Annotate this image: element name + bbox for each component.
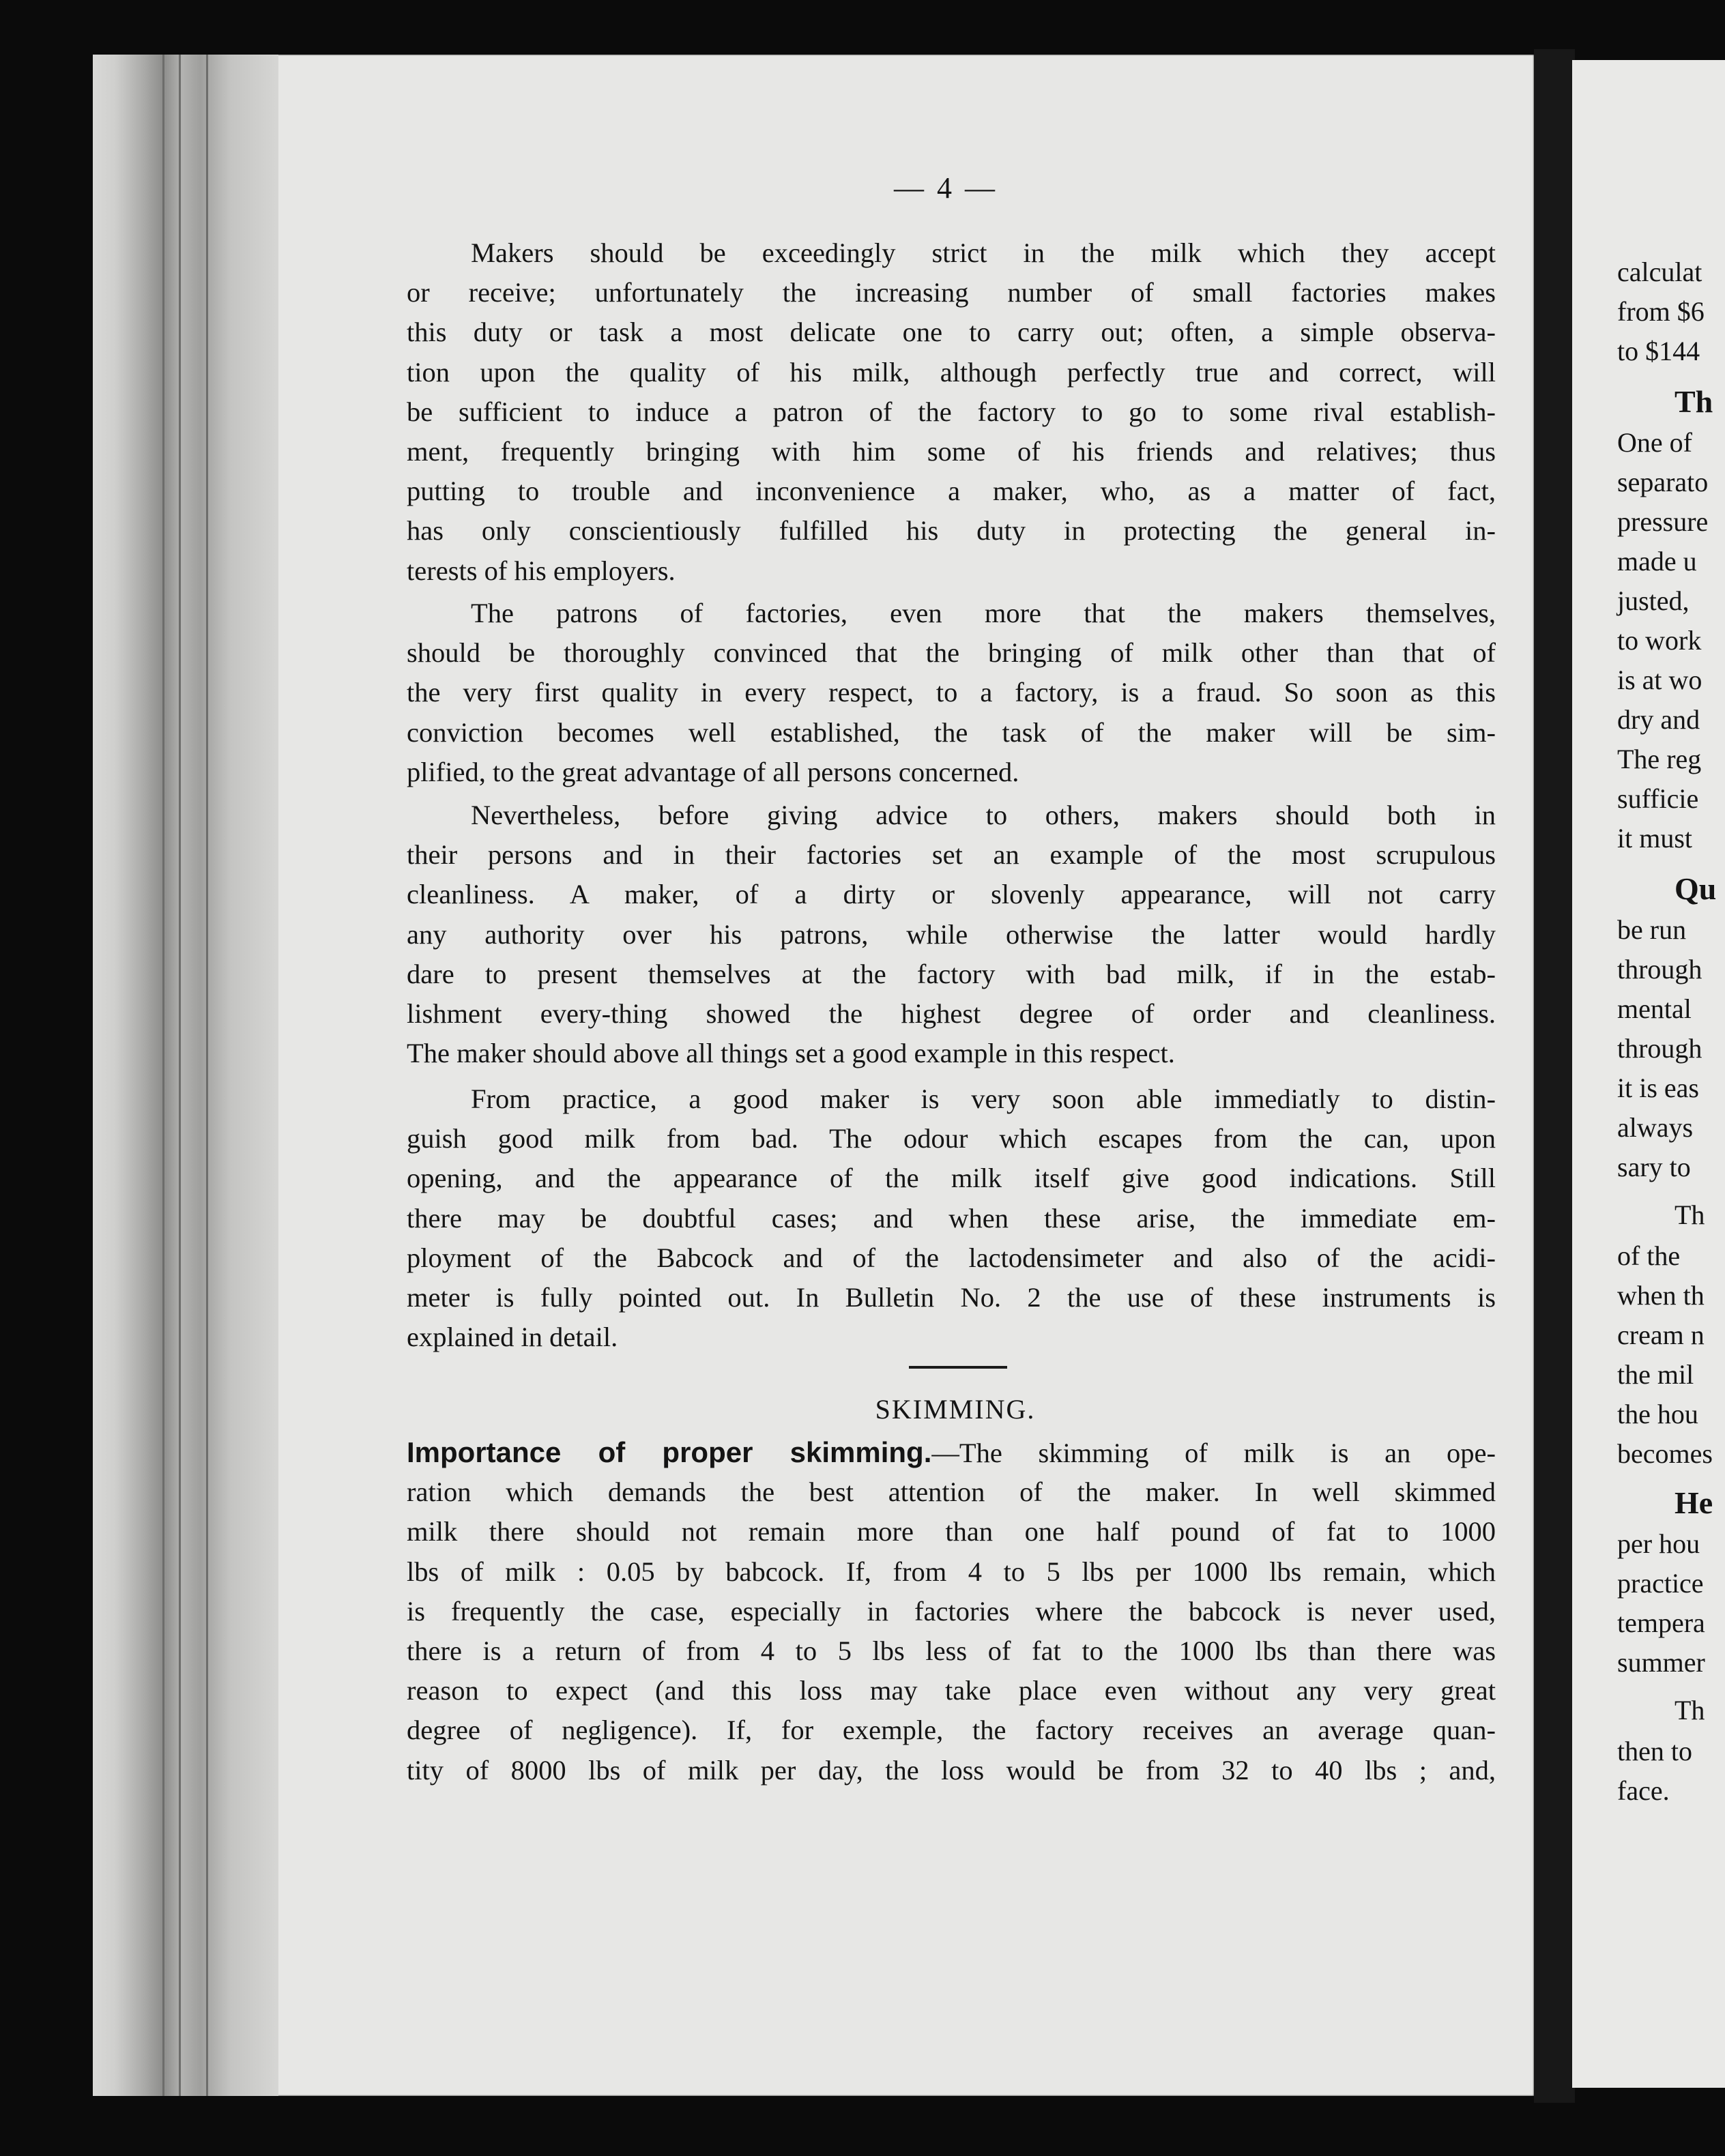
facing-page-line: dry and bbox=[1617, 704, 1700, 735]
section-heading: SKIMMING. bbox=[875, 1394, 1036, 1425]
gutter-shadow-line bbox=[179, 55, 181, 2096]
facing-page-line: Th bbox=[1675, 1199, 1705, 1230]
facing-page-line: through bbox=[1617, 954, 1702, 985]
paragraph-line: putting to trouble and inconvenience a maker, who, as a matter of fact, bbox=[407, 476, 1496, 507]
paragraph-line: tion upon the quality of his milk, although perfectly true and correct, will bbox=[407, 356, 1496, 388]
paragraph-line: plified, to the great advantage of all persons concerned. bbox=[407, 756, 1019, 787]
facing-page-line: Qu bbox=[1675, 871, 1717, 906]
facing-page-line: it is eas bbox=[1617, 1073, 1699, 1103]
paragraph-line: Makers should be exceedingly strict in the milk which they accept bbox=[471, 237, 1496, 268]
paragraph-line: opening, and the appearance of the milk itself give good indications. Still bbox=[407, 1163, 1496, 1194]
paragraph-line: Nevertheless, before giving advice to others, makers should both in bbox=[471, 800, 1496, 830]
paragraph-line: milk there should not remain more than one half pound of fat to 1000 bbox=[407, 1516, 1496, 1547]
facing-page-line: made u bbox=[1617, 546, 1697, 577]
paragraph-line: lishment every-thing showed the highest degree of order and cleanliness. bbox=[407, 997, 1496, 1029]
facing-page-line: calculat bbox=[1617, 257, 1702, 287]
page-number: — 4 — bbox=[894, 171, 998, 205]
facing-page-line: practice bbox=[1617, 1568, 1704, 1599]
paragraph-line: this duty or task a most delicate one to carry out; often, a simple observa- bbox=[407, 317, 1496, 348]
paragraph-line: there may be doubtful cases; and when these arise, the immediate em- bbox=[407, 1202, 1496, 1234]
paragraph bbox=[407, 594, 1496, 792]
facing-page-line: The reg bbox=[1617, 744, 1702, 774]
page-gutter-edge bbox=[93, 55, 278, 2096]
facing-page-line: sary to bbox=[1617, 1152, 1691, 1182]
facing-page-line: always bbox=[1617, 1112, 1694, 1143]
skimming-paragraph bbox=[407, 1433, 1496, 1790]
section-rule bbox=[909, 1366, 1007, 1369]
facing-page-line: pressure bbox=[1617, 506, 1709, 537]
facing-page-line: is at wo bbox=[1617, 665, 1702, 695]
paragraph-line: reason to expect (and this loss may take place even without any very great bbox=[407, 1675, 1496, 1706]
facing-page-line: then to bbox=[1617, 1736, 1692, 1766]
paragraph-line: their persons and in their factories set an example of the most scrupulous bbox=[407, 839, 1496, 871]
run-in-heading: Importance of proper skimming. bbox=[407, 1436, 932, 1468]
paragraph bbox=[407, 233, 1496, 591]
facing-page-line: to $144 bbox=[1617, 336, 1700, 366]
gutter-shadow-line bbox=[162, 55, 164, 2096]
paragraph-line: guish good milk from bad. The odour which escapes from the can, upon bbox=[407, 1123, 1496, 1154]
facing-page-line: sufficie bbox=[1617, 783, 1699, 814]
facing-page-line: summer bbox=[1617, 1647, 1705, 1678]
facing-page-line: be run bbox=[1617, 914, 1687, 945]
paragraph-line: meter is fully pointed out. In Bulletin No. 2 the use of these instruments is bbox=[407, 1281, 1496, 1313]
facing-page-line: per hou bbox=[1617, 1528, 1700, 1559]
facing-page-line: becomes bbox=[1617, 1438, 1713, 1469]
paragraph-line: degree of negligence). If, for exemple, the factory receives an average quan- bbox=[407, 1715, 1496, 1746]
facing-page-line: from $6 bbox=[1617, 296, 1705, 327]
paragraph-line: has only conscientiously fulfilled his duty in protecting the general in- bbox=[407, 515, 1496, 547]
paragraph-line: The patrons of factories, even more that the makers themselves, bbox=[471, 598, 1496, 628]
paragraph-line: there is a return of from 4 to 5 lbs less of fat to the 1000 lbs than there was bbox=[407, 1635, 1496, 1666]
paragraph-line: From practice, a good maker is very soon able immediatly to distin- bbox=[471, 1083, 1496, 1114]
book-spine-shadow bbox=[1534, 49, 1575, 2103]
facing-page bbox=[1572, 60, 1725, 2088]
paragraph-line: tity of 8000 lbs of milk per day, the loss would be from 32 to 40 lbs ; and, bbox=[407, 1754, 1496, 1786]
line-text: —The skimming of milk is an ope- bbox=[931, 1438, 1496, 1468]
paragraph-line: terests of his employers. bbox=[407, 555, 676, 586]
facing-page-line: He bbox=[1675, 1485, 1713, 1520]
paragraph-line: ployment of the Babcock and of the lactodensimeter and also of the acidi- bbox=[407, 1242, 1496, 1273]
paragraph-line: lbs of milk : 0.05 by babcock. If, from 4 to 5 lbs per 1000 lbs remain, which bbox=[407, 1556, 1496, 1587]
facing-page-line: separato bbox=[1617, 467, 1709, 497]
paragraph bbox=[407, 1079, 1496, 1357]
paragraph-line: or receive; unfortunately the increasing number of small factories makes bbox=[407, 277, 1496, 308]
facing-page-line: cream n bbox=[1617, 1320, 1705, 1350]
paragraph bbox=[407, 796, 1496, 1073]
facing-page-line: it must bbox=[1617, 823, 1693, 854]
paragraph-line: conviction becomes well established, the task of the maker will be sim- bbox=[407, 716, 1496, 748]
paragraph-line: be sufficient to induce a patron of the factory to go to some rival establish- bbox=[407, 396, 1496, 427]
facing-page-line: Th bbox=[1675, 384, 1713, 419]
facing-page-line: mental bbox=[1617, 993, 1692, 1024]
paragraph-line: dare to present themselves at the factory with bad milk, if in the estab- bbox=[407, 958, 1496, 989]
paragraph-line: is frequently the case, especially in factories where the babcock is never used, bbox=[407, 1595, 1496, 1627]
paragraph-line: any authority over his patrons, while otherwise the latter would hardly bbox=[407, 918, 1496, 950]
facing-page-line: to work bbox=[1617, 625, 1702, 656]
paragraph-line: explained in detail. bbox=[407, 1322, 618, 1353]
facing-page-line: the mil bbox=[1617, 1359, 1694, 1390]
paragraph-line bbox=[407, 1433, 1496, 1472]
facing-page-line: justed, bbox=[1617, 585, 1690, 616]
paragraph-line: ration which demands the best attention of the maker. In well skimmed bbox=[407, 1476, 1496, 1508]
facing-page-line: through bbox=[1617, 1033, 1702, 1064]
facing-page-line: of the bbox=[1617, 1240, 1681, 1271]
facing-page-line: face. bbox=[1617, 1775, 1670, 1806]
paragraph-line: The maker should above all things set a good example in this respect. bbox=[407, 1038, 1175, 1069]
facing-page-line: One of bbox=[1617, 427, 1692, 458]
facing-page-line: tempera bbox=[1617, 1607, 1705, 1638]
paragraph-line: the very first quality in every respect, to a factory, is a fraud. So soon as this bbox=[407, 677, 1496, 708]
paragraph-line: should be thoroughly convinced that the bringing of milk other than that of bbox=[407, 637, 1496, 669]
facing-page-line: when th bbox=[1617, 1280, 1705, 1311]
facing-page-line: the hou bbox=[1617, 1399, 1698, 1429]
gutter-shadow-line bbox=[206, 55, 208, 2096]
paragraph-line: ment, frequently bringing with him some of his friends and relatives; thus bbox=[407, 435, 1496, 467]
paragraph-line: cleanliness. A maker, of a dirty or slovenly appearance, will not carry bbox=[407, 879, 1496, 910]
facing-page-line: Th bbox=[1675, 1695, 1705, 1725]
